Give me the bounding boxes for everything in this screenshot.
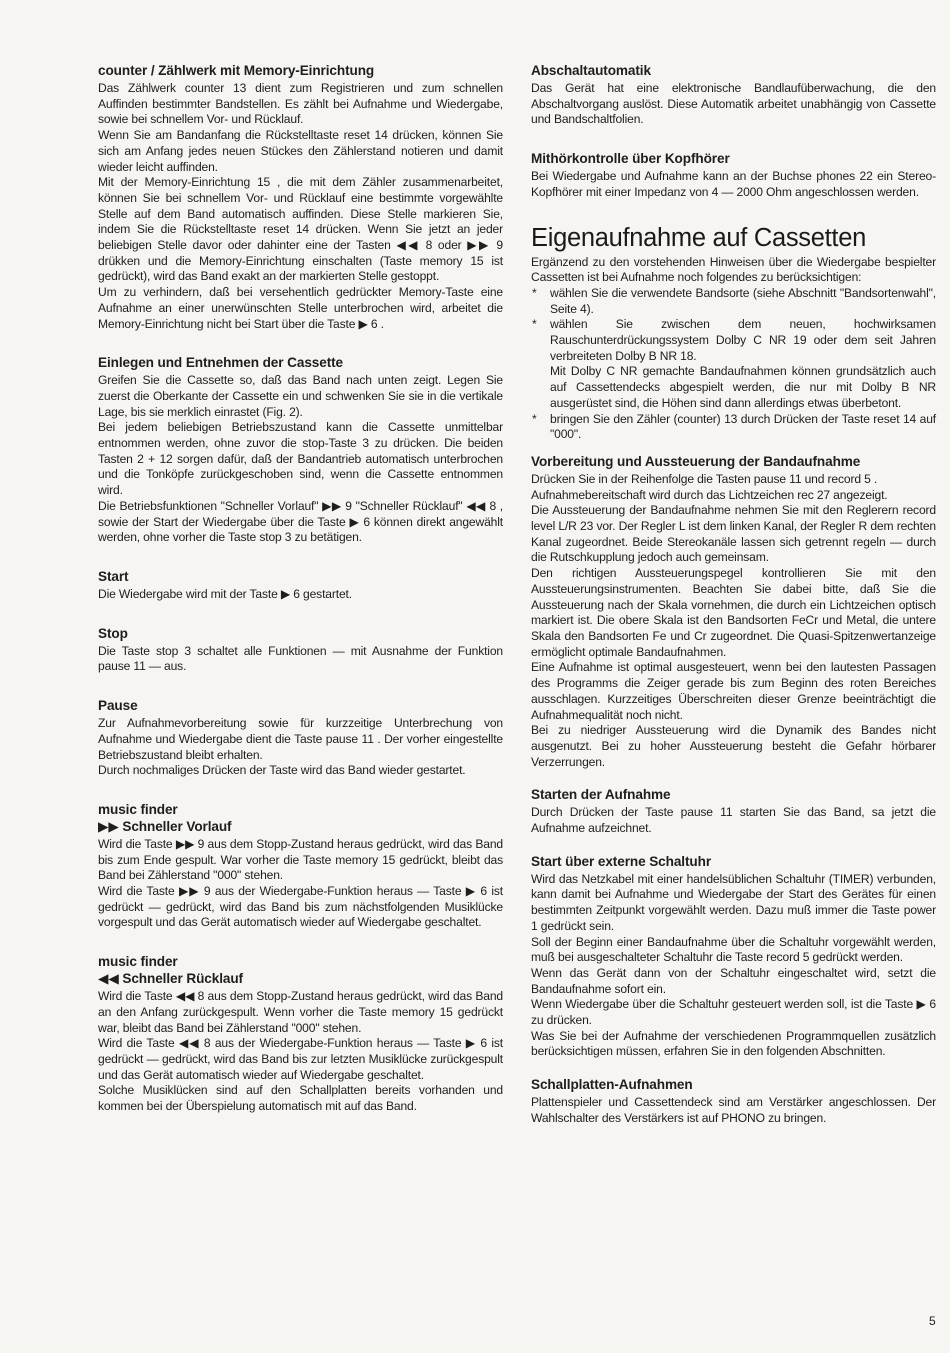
section-vorbereitung bbox=[531, 453, 936, 770]
section-cassette bbox=[98, 354, 503, 546]
list-item-text: wählen Sie die verwendete Bandsorte (siehe Abschnitt "Bandsortenwahl", Seite 4). bbox=[550, 285, 936, 316]
paragraph: Was Sie bei der Aufnahme der verschiedenen Programmquellen zusätzlich berücksichtigen müssen, erfahren Sie in den folgenden Abschnitten. bbox=[531, 1028, 936, 1059]
heading-pause: Pause bbox=[98, 698, 138, 714]
paragraph: Durch nochmaliges Drücken der Taste wird das Band wieder gestartet. bbox=[98, 763, 466, 778]
heading-music-finder: music finder bbox=[98, 801, 178, 817]
paragraph: Das Zählwerk counter 13 dient zum Registrieren und zum schnellen Auffinden bestimmter Bandstellen. Es zählt bei Aufnahme und Wiedergabe, sowie bei schnellem Vor- und Rücklauf. bbox=[98, 81, 503, 127]
paragraph: Wenn Wiedergabe über die Schaltuhr gesteuert werden soll, ist die Taste ▶ 6 zu drücken. bbox=[531, 997, 936, 1028]
paragraph: Wird die Taste ◀◀ 8 aus der Wiedergabe-Funktion heraus — Taste ▶ 6 ist gedrückt — gedrückt, wird das Band bis zur letzten Musiklücke zurückgespult und das Gerät automatisch wieder auf Wiedergabe geschaltet. bbox=[98, 1036, 503, 1082]
paragraph: Eine Aufnahme ist optimal ausgesteuert, wenn bei den lautesten Passagen des Programms die Zeiger gerade bis zum Beginn des roten Bereiches ausschlagen. Kurzzeitiges Überschreiten dieser Grenze beeinträchtigt die Aufnahmequalität noch nicht. bbox=[531, 660, 936, 722]
paragraph: Soll der Beginn einer Bandaufnahme über die Schaltuhr vorgewählt werden, muß bei ausgeschalteter Schaltuhr die Taste record 5 gedrückt werden. bbox=[531, 934, 936, 965]
paragraph: Wenn das Gerät dann von der Schaltuhr eingeschaltet wird, setzt die Bandaufnahme sofort ein. bbox=[531, 965, 936, 996]
paragraph: Den richtigen Aussteuerungspegel kontrollieren Sie mit den Aussteuerungsinstrumenten. Beachten Sie dabei bitte, daß Sie die Aussteuerung nach der Skala vornehmen, die durch ein Lichtzeichen optisch markiert ist. Die obere Skala ist den Bandsorten FeCr und Metal, die untere Skala den Bandsorten Fe und Cr zugeordnet. Die Quasi-Spitzenwertanzeige ermöglicht optimale Bandaufnahmen. bbox=[531, 566, 936, 659]
heading-vorbereitung: Vorbereitung und Aussteuerung der Bandaufnahme bbox=[531, 453, 861, 469]
paragraph: Die Taste stop 3 schaltet alle Funktionen — mit Ausnahme der Funktion pause 11 — aus. bbox=[98, 643, 503, 674]
paragraph: Das Gerät hat eine elektronische Bandlaufüberwachung, die den Abschaltvorgang auslöst. Diese Automatik arbeitet unabhängig von Cassette und Bandschaltfolien. bbox=[531, 81, 936, 127]
heading-counter: counter / Zählwerk mit Memory-Einrichtung bbox=[98, 63, 375, 78]
list-item bbox=[531, 286, 936, 317]
left-column bbox=[98, 62, 503, 1115]
paragraph: Bei jedem beliebigen Betriebszustand kann die Cassette unmittelbar entnommen werden, ohne zuvor die stop-Taste 3 zu drücken. Die beiden Tasten 2 + 12 sorgen dafür, daß der Bandantrieb automatisch unterbrochen und die Tonköpfe zurückgeschoben sind, wenn die Cassette entnommen wird. bbox=[98, 420, 503, 498]
section-stop bbox=[98, 625, 503, 675]
list-item-text: bringen Sie den Zähler (counter) 13 durch Drücken der Taste reset 14 auf "000". bbox=[550, 411, 936, 442]
list-item-text: wählen Sie zwischen dem neuen, hochwirksamen Rauschunterdrückungssystem Dolby C NR 19 oder dem seit Jahren verbreiteten Dolby B NR 18. bbox=[550, 317, 936, 363]
paragraph: Solche Musiklücken sind auf den Schallplatten bereits vorhanden und kommen bei der Überspielung automatisch mit auf das Band. bbox=[98, 1083, 503, 1114]
section-pause bbox=[98, 697, 503, 779]
heading-rewind: ◀◀ Schneller Rücklauf bbox=[98, 971, 243, 987]
paragraph: Zur Aufnahmevorbereitung sowie für kurzzeitige Unterbrechung von Aufnahme und Wiedergabe dient die Taste pause 11 . Der vorher eingestellte Betriebszustand bleibt erhalten. bbox=[98, 716, 503, 762]
section-abschaltautomatik bbox=[531, 62, 936, 128]
paragraph: Mit der Memory-Einrichtung 15 , die mit dem Zähler zusammenarbeitet, können Sie bei schnellem Vor- und Rücklauf eine bestimmte vorgewählte Stelle auf dem Band automatisch auffinden. Diese Stelle markieren Sie, indem Sie die Rückstelltaste reset 14 drücken. Wenn Sie jetzt an jeder beliebigen Stelle davor oder dahinter eine der Tasten ◀◀ 8 oder ▶▶ 9 drükken und die Memory-Einrichtung einschalten (Taste memory 15 ist gedrückt), wird das Band exakt an der markierten Stelle gestoppt. bbox=[98, 175, 503, 284]
list-item bbox=[531, 412, 936, 443]
heading-schallplatten: Schallplatten-Aufnahmen bbox=[531, 1077, 693, 1093]
page-title: Eigenaufnahme auf Cassetten bbox=[531, 223, 866, 252]
paragraph: Die Wiedergabe wird mit der Taste ▶ 6 gestartet. bbox=[98, 586, 352, 601]
heading-stop: Stop bbox=[98, 625, 128, 641]
heading-abschaltautomatik: Abschaltautomatik bbox=[531, 63, 651, 78]
recording-checklist bbox=[531, 286, 936, 365]
recording-checklist bbox=[531, 412, 936, 443]
section-fast-forward bbox=[98, 801, 503, 931]
section-eigenaufnahme bbox=[531, 223, 936, 443]
paragraph: Drücken Sie in der Reihenfolge die Tasten pause 11 und record 5 . bbox=[531, 471, 878, 486]
section-kopfhoerer bbox=[531, 150, 936, 200]
paragraph: Wird die Taste ▶▶ 9 aus dem Stopp-Zustand heraus gedrückt, wird das Band bis zum Ende gespult. War vorher die Taste memory 15 gedrückt, bleibt das Band bei Zählerstand "000" stehen. bbox=[98, 836, 503, 883]
heading-kopfhoerer: Mithörkontrolle über Kopfhörer bbox=[531, 151, 730, 167]
paragraph: Wird die Taste ▶▶ 9 aus der Wiedergabe-Funktion heraus — Taste ▶ 6 ist gedrückt — gedrückt, wird das Band bis zum nächstfolgenden Musiklücke vorgespult und das Gerät automatisch wieder auf Wiedergabe geschaltet. bbox=[98, 884, 503, 930]
section-schallplatten bbox=[531, 1076, 936, 1126]
paragraph: Die Aussteuerung der Bandaufnahme nehmen Sie mit den Reglerern record level L/R 23 vor. Der Regler L ist dem linken Kanal, der Regler R dem rechten Kanal zugeordnet. Beide Stereokanäle lassen sich getrennt regeln — durch die Rutschkupplung jedoch auch gemeinsam. bbox=[531, 503, 936, 565]
section-schaltuhr bbox=[531, 853, 936, 1060]
list-item bbox=[531, 317, 936, 364]
paragraph: Greifen Sie die Cassette so, daß das Band nach unten zeigt. Legen Sie zuerst die Oberkante der Cassette ein und schwenken Sie sie in die vertikale Lage, bis sie merklich einrastet (Fig. 2). bbox=[98, 373, 503, 419]
heading-music-finder: music finder bbox=[98, 954, 178, 970]
section-start bbox=[98, 568, 503, 603]
heading-schaltuhr: Start über externe Schaltuhr bbox=[531, 853, 712, 869]
heading-start: Start bbox=[98, 568, 129, 584]
paragraph: Bei Wiedergabe und Aufnahme kann an der Buchse phones 22 ein Stereo-Kopfhörer mit einer Impedanz von 4 — 2000 Ohm angeschlossen werden. bbox=[531, 169, 936, 199]
section-rewind bbox=[98, 953, 503, 1115]
paragraph: Wird das Netzkabel mit einer handelsüblichen Schaltuhr (TIMER) verbunden, kann damit bei Aufnahme und Wiedergabe der Start des Gerätes für einen bestimmten Zeitpunkt vorgewählt werden. Dazu muß immer die Taste power 1 gedrückt sein. bbox=[531, 871, 936, 933]
section-starten bbox=[531, 786, 936, 836]
paragraph: Die Betriebsfunktionen "Schneller Vorlauf" ▶▶ 9 "Schneller Rücklauf" ◀◀ 8 , sowie der Start der Wiedergabe über die Taste ▶ 6 können direkt angewählt werden, ohne vorher die Taste stop 3 zu betätigen. bbox=[98, 498, 503, 545]
dolby-note: Mit Dolby C NR gemachte Bandaufnahmen können grundsätzlich auch auf Cassettendecks abgespielt werden, die nur mit Dolby B NR ausgerüstet sind, die Höhen sind dann allerdings etwas überbetont. bbox=[550, 364, 936, 410]
paragraph: Ergänzend zu den vorstehenden Hinweisen über die Wiedergabe bespielter Cassetten ist bei Aufnahme noch folgendes zu berücksichtigen: bbox=[531, 254, 936, 285]
paragraph: Um zu verhindern, daß bei versehentlich gedrückter Memory-Taste eine Aufnahme an einer unerwünschten Stelle unterbrochen wird, arbeitet die Memory-Einrichtung nicht bei Start über die Taste ▶ 6 . bbox=[98, 285, 503, 331]
paragraph: Durch Drücken der Taste pause 11 starten Sie das Band, sa jetzt die Aufnahme aufzeichnet. bbox=[531, 805, 936, 836]
right-column bbox=[531, 62, 936, 1127]
paragraph: Wird die Taste ◀◀ 8 aus dem Stopp-Zustand heraus gedrückt, wird das Band an den Anfang zurückgespult. Wenn vorher die Taste memory 15 gedrückt war, bleibt das Band bei Zählerstand "000" stehen. bbox=[98, 989, 503, 1035]
paragraph: Plattenspieler und Cassettendeck sind am Verstärker angeschlossen. Der Wahlschalter des Verstärkers ist auf PHONO zu bringen. bbox=[531, 1095, 936, 1125]
bullet-star: * bbox=[532, 285, 537, 300]
heading-fast-forward: ▶▶ Schneller Vorlauf bbox=[98, 818, 232, 834]
section-counter bbox=[98, 62, 503, 332]
bullet-star: * bbox=[532, 317, 537, 332]
paragraph: Wenn Sie am Bandanfang die Rückstelltaste reset 14 drücken, können Sie sich am Anfang jedes neuen Stückes den Zählerstand notieren und damit wieder leicht auffinden. bbox=[98, 128, 503, 174]
paragraph: Aufnahmebereitschaft wird durch das Lichtzeichen rec 27 angezeigt. bbox=[531, 487, 888, 502]
heading-cassette: Einlegen und Entnehmen der Cassette bbox=[98, 355, 344, 371]
bullet-star: * bbox=[532, 411, 537, 426]
page-number: 5 bbox=[929, 1314, 936, 1328]
heading-starten: Starten der Aufnahme bbox=[531, 787, 671, 803]
paragraph: Bei zu niedriger Aussteuerung wird die Dynamik des Bandes nicht ausgenutzt. Bei zu hoher Aussteuerung besteht die Gefahr hörbarer Verzerrungen. bbox=[531, 723, 936, 769]
